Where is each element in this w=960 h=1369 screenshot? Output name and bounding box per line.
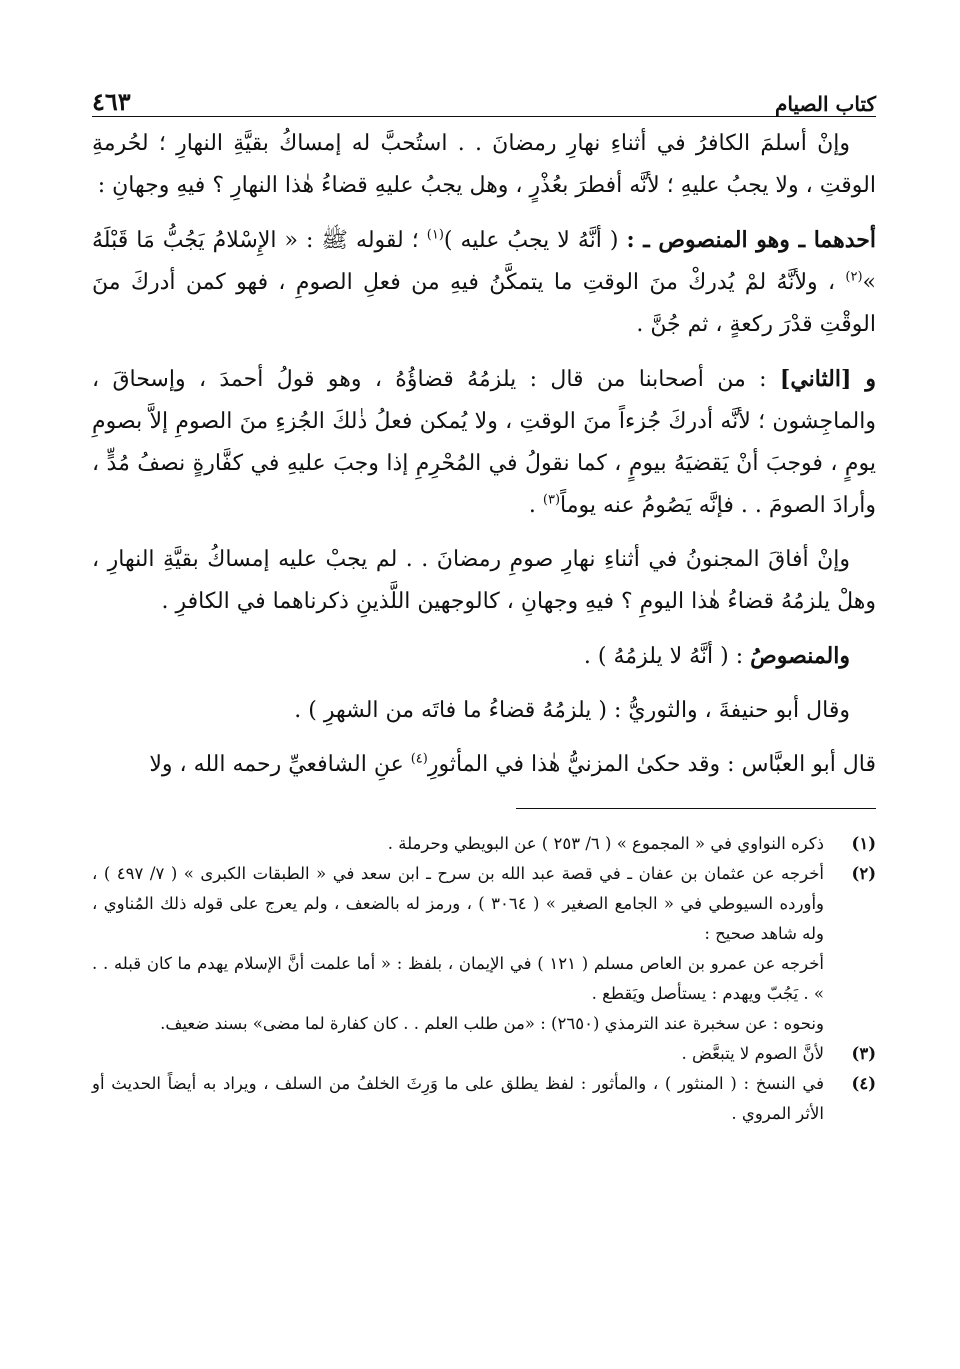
footnote-number: (٤) xyxy=(851,1074,876,1093)
footnote-text: ونحوه : عن سخبرة عند الترمذي (٢٦٥٠) : «من طلب العلم . . كان كفارة لما مضى» بسند ضعيف. xyxy=(160,1014,824,1033)
paragraph: قال أبو العبَّاس : وقد حكىٰ المزنيُّ هٰذا في المأثورِ$^{(٤)}$ عنِ الشافعيِّ رحمه الله ، ولا xyxy=(149,751,876,777)
main-text xyxy=(92,117,876,786)
footnote xyxy=(92,1039,876,1069)
page-header xyxy=(92,78,876,117)
footnote-text: في النسخ : ( المنثور ) ، والمأثور : لفظ يطلق على ما وَرِثَ الخلفُ من السلف ، ويراد به أيضاً الحديث أو الأثر المروي . xyxy=(92,1074,824,1123)
footnote-ref[interactable]: (٢) xyxy=(845,269,863,285)
footnote-ref[interactable]: (٤) xyxy=(410,751,428,767)
page-number: ٤٦٣ xyxy=(92,87,131,116)
footnote xyxy=(92,1069,876,1129)
paragraph-lead: و [الثاني] xyxy=(779,366,876,392)
footnote-ref[interactable]: (١) xyxy=(426,227,444,243)
paragraph: والمنصوصُ : ( أنَّهُ لا يلزمُهُ ) . xyxy=(583,643,850,669)
running-title: كتاب الصيام xyxy=(775,92,876,116)
footnote-divider xyxy=(516,808,876,809)
footnotes xyxy=(92,829,876,1129)
footnote-number: (١) xyxy=(851,834,876,853)
paragraph: وإنْ أسلمَ الكافرُ في أثناءِ نهارِ رمضانَ . . استُحبَّ له إمساكُ بقيَّةِ النهارِ ؛ لحُرمةِ الوقتِ ، ولا يجبُ عليهِ ؛ لأنَّه أفطرَ بعُذْرٍ ، وهل يجبُ عليهِ قضاءُ هٰذا النهارِ ؟ فيهِ وجهانِ : xyxy=(92,131,876,198)
footnote xyxy=(92,829,876,859)
footnote-text: ذكره النواوي في « المجموع » ( ٦/ ٢٥٣ ) عن البويطي وحرملة . xyxy=(387,834,824,853)
paragraph-lead: والمنصوصُ xyxy=(750,643,850,669)
footnote-text: أخرجه عن عمرو بن العاص مسلم ( ١٢١ ) في الإيمان ، بلفظ : « أما علمت أنَّ الإسلام يهدم ما كان قبله . . » . يَجُبّ ويهدم : يستأصل ويَقطع . xyxy=(92,954,824,1003)
paragraph: أحدهما ـ وهو المنصوص ـ : ( أنَّهُ لا يجبُ عليه )$^{(١)}$ ؛ لقوله ﷺ : « الإِسْلامُ يَجُبُّ مَا قَبْلَهُ »$^{(٢)}$ ، ولأنَّهُ لمْ يُدركْ منَ الوقتِ ما يتمكَّنُ فيهِ من فعلِ الصومِ ، فهو كمن أدركَ منَ الوقْتِ قدْرَ ركعةٍ ، ثم جُنَّ . xyxy=(92,227,876,337)
paragraph-lead: أحدهما ـ وهو المنصوص ـ : xyxy=(626,227,876,253)
footnote-text: لأنَّ الصوم لا يتبعَّض . xyxy=(681,1044,824,1063)
paragraph: وقال أبو حنيفةَ ، والثوريُّ : ( يلزمُهُ قضاءُ ما فاتَه من الشهرِ ) . xyxy=(294,698,850,723)
footnote-number: (٢) xyxy=(851,864,876,883)
footnote xyxy=(92,859,876,1039)
footnote-number: (٣) xyxy=(851,1044,876,1063)
footnote-ref[interactable]: (٣) xyxy=(542,492,561,508)
paragraph: و [الثاني] : من أصحابنا من قال : يلزمُهُ قضاؤُهُ ، وهو قولُ أحمدَ ، وإسحاقَ ، والماجِشون ؛ لأنَّه أدركَ جُزءاً منَ الوقتِ ، ولا يُمكن فعلُ ذٰلكَ الجُزءِ منَ الصومِ إلاَّ بصومِ يومٍ ، فوجبَ أنْ يَقضيَهُ بيومٍ ، كما نقولُ في المُحْرِمِ إذا وجبَ عليهِ في كفَّارةٍ نصفُ مُدٍّ ، وأرادَ الصومَ . . فإنَّه يَصُومُ عنه يوماً$^{(٣)}$ . xyxy=(92,366,876,518)
book-page xyxy=(92,78,876,1129)
footnote-text: أخرجه عن عثمان بن عفان ـ في قصة عبد الله بن سرح ـ ابن سعد في « الطبقات الكبرى » ( ٧/ ٤٩٧ ) ، وأورده السيوطي في « الجامع الصغير » ( ٣٠٦٤ ) ، ورمز له بالضعف ، ولم يعرج على قوله ذلك المُناوي ، وله شاهد صحيح : xyxy=(92,864,824,943)
paragraph: وإنْ أفاقَ المجنونُ في أثناءِ نهارِ صومِ رمضانَ . . لم يجبْ عليه إمساكُ بقيَّةِ النهارِ ، وهلْ يلزمُهُ قضاءُ هٰذا اليومِ ؟ فيهِ وجهانِ ، كالوجهين اللَّذينِ ذكرناهما في الكافرِ . xyxy=(92,547,876,614)
